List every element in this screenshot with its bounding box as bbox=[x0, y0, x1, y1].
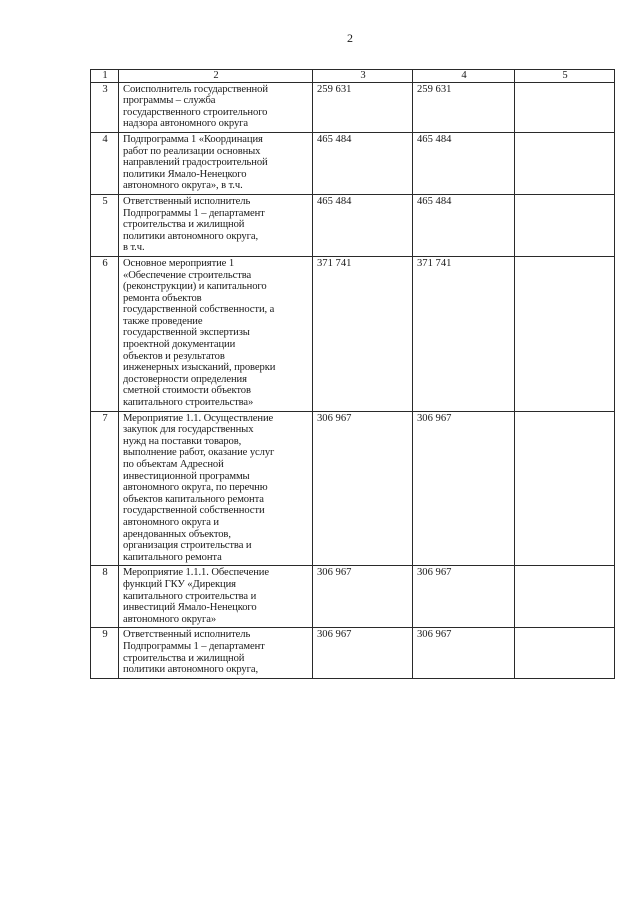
row-value-col4: 259 631 bbox=[413, 82, 515, 132]
row-description: Мероприятие 1.1. Осуществление закупок для государственных нужд на поставки товаров, выполнение работ, оказание услуг по объектам Адресной инвестиционной программы автономного округа, по перечню объектов капитального ремонта государственной собственности автономного округа и арендованных объектов, организация строительства и капитального ремонта bbox=[119, 411, 313, 566]
row-number: 3 bbox=[91, 82, 119, 132]
row-value-col3: 306 967 bbox=[313, 411, 413, 566]
row-number: 9 bbox=[91, 628, 119, 678]
row-value-col3: 306 967 bbox=[313, 628, 413, 678]
row-value-col4: 465 484 bbox=[413, 132, 515, 194]
row-description: Ответственный исполнитель Подпрограммы 1 – департамент строительства и жилищной политики автономного округа, bbox=[119, 628, 313, 678]
page-number: 2 bbox=[347, 31, 353, 45]
table-row bbox=[91, 411, 615, 566]
row-value-col4: 306 967 bbox=[413, 628, 515, 678]
row-value-col5 bbox=[515, 82, 615, 132]
row-number: 6 bbox=[91, 256, 119, 411]
table-row bbox=[91, 256, 615, 411]
row-value-col4: 306 967 bbox=[413, 566, 515, 628]
row-number: 5 bbox=[91, 194, 119, 256]
row-description: Мероприятие 1.1.1. Обеспечение функций ГКУ «Дирекция капитального строительства и инвестиций Ямало-Ненецкого автономного округа» bbox=[119, 566, 313, 628]
row-value-col4: 465 484 bbox=[413, 194, 515, 256]
row-value-col4: 306 967 bbox=[413, 411, 515, 566]
row-number: 8 bbox=[91, 566, 119, 628]
row-value-col3: 259 631 bbox=[313, 82, 413, 132]
row-value-col3: 465 484 bbox=[313, 194, 413, 256]
row-value-col5 bbox=[515, 132, 615, 194]
row-description: Подпрограмма 1 «Координация работ по реализации основных направлений градостроительной политики Ямало-Ненецкого автономного округа», в т.ч. bbox=[119, 132, 313, 194]
table-row bbox=[91, 628, 615, 678]
row-number: 4 bbox=[91, 132, 119, 194]
row-value-col3: 371 741 bbox=[313, 256, 413, 411]
table-row bbox=[91, 132, 615, 194]
row-value-col3: 306 967 bbox=[313, 566, 413, 628]
row-number: 7 bbox=[91, 411, 119, 566]
budget-table bbox=[90, 69, 615, 679]
column-header-3: 3 bbox=[313, 70, 413, 83]
row-value-col5 bbox=[515, 411, 615, 566]
table-header-row bbox=[91, 70, 615, 83]
row-value-col3: 465 484 bbox=[313, 132, 413, 194]
row-description: Основное мероприятие 1 «Обеспечение строительства (реконструкции) и капитального ремонта объектов государственной собственности, а также проведение государственной экспертизы проектной документации объектов и результатов инженерных изысканий, проверки достоверности определения сметной стоимости объектов капитального строительства» bbox=[119, 256, 313, 411]
row-description: Ответственный исполнитель Подпрограммы 1 – департамент строительства и жилищной политики автономного округа, в т.ч. bbox=[119, 194, 313, 256]
row-value-col4: 371 741 bbox=[413, 256, 515, 411]
table-row bbox=[91, 566, 615, 628]
row-value-col5 bbox=[515, 194, 615, 256]
row-description: Соисполнитель государственной программы – служба государственного строительного надзора автономного округа bbox=[119, 82, 313, 132]
table-row bbox=[91, 82, 615, 132]
column-header-4: 4 bbox=[413, 70, 515, 83]
column-header-2: 2 bbox=[119, 70, 313, 83]
column-header-1: 1 bbox=[91, 70, 119, 83]
table-row bbox=[91, 194, 615, 256]
row-value-col5 bbox=[515, 566, 615, 628]
row-value-col5 bbox=[515, 628, 615, 678]
column-header-5: 5 bbox=[515, 70, 615, 83]
row-value-col5 bbox=[515, 256, 615, 411]
